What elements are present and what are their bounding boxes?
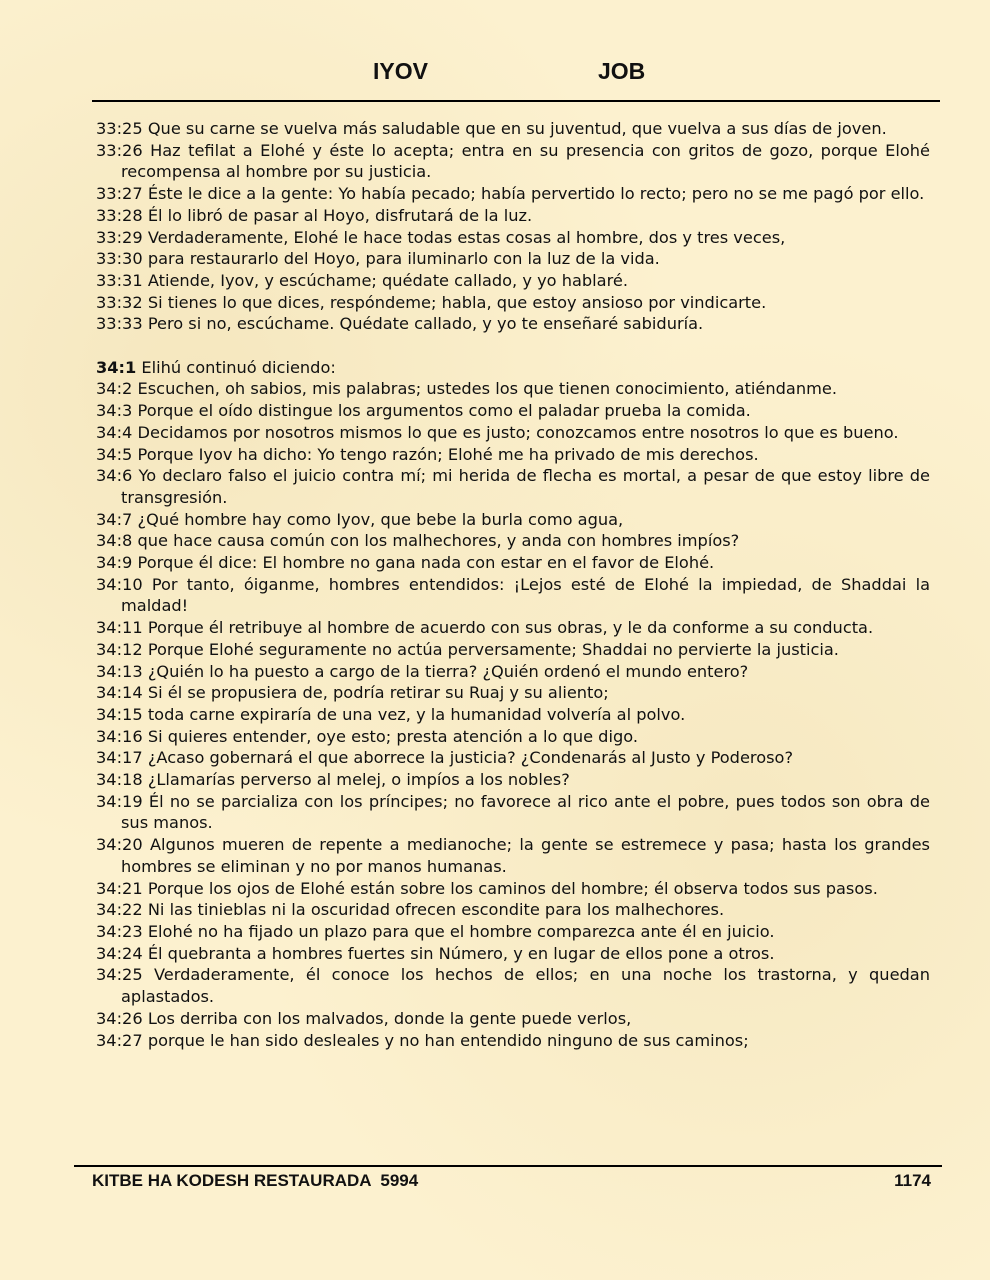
verse-text: Porque Elohé seguramente no actúa perversamente; Shaddai no pervierte la justicia. <box>147 639 839 659</box>
verse <box>96 964 930 1007</box>
verse-ref: 34:1 <box>96 357 137 377</box>
verse-ref: 34:23 <box>96 922 143 941</box>
verse <box>96 1008 930 1030</box>
verse-ref: 34:21 <box>96 878 143 898</box>
verse-text: Porque el oído distingue los argumentos como el paladar prueba la comida. <box>137 401 751 421</box>
verse <box>96 704 930 726</box>
verse-text: Si tienes lo que dices, respóndeme; habla, que estoy ansioso por vindicarte. <box>147 292 767 312</box>
verse-ref: 34:6 <box>96 466 133 486</box>
verse-text: Verdaderamente, él conoce los hechos de ellos; en una noche los trastorna, y quedan aplastados. <box>121 965 930 1007</box>
verse-ref: 34:26 <box>96 1008 143 1028</box>
verse-text: Él lo libró de pasar al Hoyo, disfrutará de la luz. <box>147 205 533 225</box>
verse <box>96 270 930 292</box>
verse-text: Porque los ojos de Elohé están sobre los caminos del hombre; él observa todos sus pasos. <box>147 878 878 898</box>
header-rule <box>92 100 940 102</box>
verse <box>96 943 930 965</box>
verse-ref: 33:31 <box>96 270 143 290</box>
verse-ref: 33:33 <box>96 314 143 334</box>
verse <box>96 465 930 508</box>
verse-ref: 34:8 <box>96 531 133 551</box>
verse <box>96 313 930 335</box>
verse-text: que hace causa común con los malhechores, y anda con hombres impíos? <box>137 531 740 551</box>
verse-ref: 34:18 <box>96 770 143 790</box>
verse-ref: 34:24 <box>96 943 143 963</box>
verse-text: Que su carne se vuelva más saludable que en su juventud, que vuelva a sus días de joven. <box>147 119 887 138</box>
verse-text: Decidamos por nosotros mismos lo que es justo; conozcamos entre nosotros lo que es bueno. <box>137 422 899 442</box>
verse-ref: 34:2 <box>96 379 133 399</box>
verse-text: Algunos mueren de repente a medianoche; la gente se estremece y pasa; hasta los grandes hombres se eliminan y no por manos humanas. <box>121 835 930 876</box>
verse <box>96 769 930 791</box>
verse-text: Por tanto, óiganme, hombres entendidos: ¡Lejos esté de Elohé la impiedad, de Shaddai la maldad! <box>121 574 930 616</box>
verse-ref: 33:30 <box>96 249 143 269</box>
verse <box>96 834 930 877</box>
verse <box>96 183 930 205</box>
verse-ref: 33:29 <box>96 227 143 247</box>
verse-text: Él quebranta a hombres fuertes sin Número, y en lugar de ellos pone a otros. <box>147 943 775 963</box>
verse <box>96 878 930 900</box>
verse <box>96 639 930 661</box>
verse-ref: 34:17 <box>96 748 143 768</box>
scripture-text <box>96 118 930 1051</box>
verse-text: Porque Iyov ha dicho: Yo tengo razón; Elohé me ha privado de mis derechos. <box>137 444 759 464</box>
verse-text: Escuchen, oh sabios, mis palabras; ustedes los que tienen conocimiento, atiéndanme. <box>137 379 837 399</box>
verse-ref: 34:13 <box>96 661 143 681</box>
verse-text: Verdaderamente, Elohé le hace todas estas cosas al hombre, dos y tres veces, <box>147 227 786 247</box>
verse <box>96 444 930 466</box>
verse-text: Si él se propusiera de, podría retirar su Ruaj y su aliento; <box>147 683 609 703</box>
verse <box>96 617 930 639</box>
verse <box>96 400 930 422</box>
verse-ref: 34:15 <box>96 704 143 724</box>
verse-ref: 33:27 <box>96 184 143 204</box>
verse <box>96 205 930 227</box>
verse-text: ¿Qué hombre hay como Iyov, que bebe la burla como agua, <box>137 509 624 529</box>
verse <box>96 1030 930 1052</box>
verse <box>96 530 930 552</box>
chapter-33-verses <box>96 118 930 335</box>
verse <box>96 661 930 683</box>
verse-text: ¿Acaso gobernará el que aborrece la justicia? ¿Condenarás al Justo y Poderoso? <box>147 748 794 768</box>
verse-text: Atiende, Iyov, y escúchame; quédate callado, y yo hablaré. <box>147 270 628 290</box>
verse <box>96 682 930 704</box>
verse <box>96 726 930 748</box>
verse-text: Porque él retribuye al hombre de acuerdo con sus obras, y le da conforme a su conducta. <box>147 618 874 638</box>
verse-ref: 34:3 <box>96 401 133 421</box>
verse-ref: 34:14 <box>96 683 143 703</box>
verse-text: Los derriba con los malvados, donde la gente puede verlos, <box>147 1008 632 1028</box>
verse-ref: 33:25 <box>96 119 143 138</box>
page-number: 1174 <box>894 1171 931 1190</box>
verse-ref: 34:20 <box>96 835 143 855</box>
verse <box>96 227 930 249</box>
chapter-34-verses <box>96 378 930 1051</box>
verse <box>96 552 930 574</box>
verse-ref: 34:12 <box>96 639 143 659</box>
verse-text: ¿Llamarías perverso al melej, o impíos a los nobles? <box>147 770 570 790</box>
verse <box>96 509 930 531</box>
verse <box>96 791 930 834</box>
verse <box>96 747 930 769</box>
verse-ref: 34:22 <box>96 900 143 920</box>
verse-text: Yo declaro falso el juicio contra mí; mi herida de flecha es mortal, a pesar de que estoy libre de transgresión. <box>121 466 930 507</box>
verse-text: ¿Quién lo ha puesto a cargo de la tierra? ¿Quién ordenó el mundo entero? <box>147 661 749 681</box>
verse-text: para restaurarlo del Hoyo, para iluminarlo con la luz de la vida. <box>147 249 660 269</box>
verse-text: Él no se parcializa con los príncipes; no favorece al rico ante el pobre, pues todos son obra de sus manos. <box>121 791 930 833</box>
verse <box>96 921 930 943</box>
verse-text: Pero si no, escúchame. Quédate callado, y yo te enseñaré sabiduría. <box>147 314 704 334</box>
verse-ref: 33:26 <box>96 140 143 160</box>
verse <box>96 422 930 444</box>
footer-title: KITBE HA KODESH RESTAURADA 5994 <box>92 1171 419 1190</box>
page-header <box>0 58 990 88</box>
verse-ref: 34:5 <box>96 444 133 464</box>
verse <box>96 140 930 183</box>
verse <box>96 378 930 400</box>
verse <box>96 248 930 270</box>
chapter-34-intro <box>96 357 930 379</box>
verse-text: toda carne expiraría de una vez, y la humanidad volvería al polvo. <box>147 704 686 724</box>
verse-text: porque le han sido desleales y no han entendido ninguno de sus caminos; <box>147 1030 749 1050</box>
verse-ref: 34:7 <box>96 509 133 529</box>
verse <box>96 574 930 617</box>
verse-text: Haz tefilat a Elohé y éste lo acepta; entra en su presencia con gritos de gozo, porque Elohé recompensa al hombre por su justicia. <box>121 140 930 182</box>
verse-text: Porque él dice: El hombre no gana nada con estar en el favor de Elohé. <box>137 553 715 573</box>
verse-ref: 34:19 <box>96 791 143 811</box>
footer-rule <box>74 1165 942 1167</box>
header-book-hebrew: IYOV <box>373 58 428 84</box>
verse-ref: 33:28 <box>96 205 143 225</box>
verse-ref: 34:9 <box>96 553 133 573</box>
verse-text: Si quieres entender, oye esto; presta atención a lo que digo. <box>147 726 638 746</box>
chapter-gap <box>96 335 930 357</box>
verse-ref: 34:10 <box>96 574 143 594</box>
verse-text: Elihú continuó diciendo: <box>141 357 336 377</box>
verse-ref: 34:16 <box>96 726 143 746</box>
verse-text: Éste le dice a la gente: Yo había pecado; había pervertido lo recto; pero no se me pagó por ello. <box>147 184 925 204</box>
verse-text: Ni las tinieblas ni la oscuridad ofrecen escondite para los malhechores. <box>147 900 725 920</box>
header-book-english: JOB <box>598 58 646 84</box>
verse-ref: 33:32 <box>96 292 143 312</box>
verse <box>96 118 930 140</box>
verse-text: Elohé no ha fijado un plazo para que el hombre comparezca ante él en juicio. <box>147 922 775 941</box>
verse-ref: 34:11 <box>96 618 143 638</box>
verse-ref: 34:25 <box>96 965 143 985</box>
verse <box>96 292 930 314</box>
verse <box>96 899 930 921</box>
verse-ref: 34:4 <box>96 422 133 442</box>
verse-ref: 34:27 <box>96 1030 143 1050</box>
